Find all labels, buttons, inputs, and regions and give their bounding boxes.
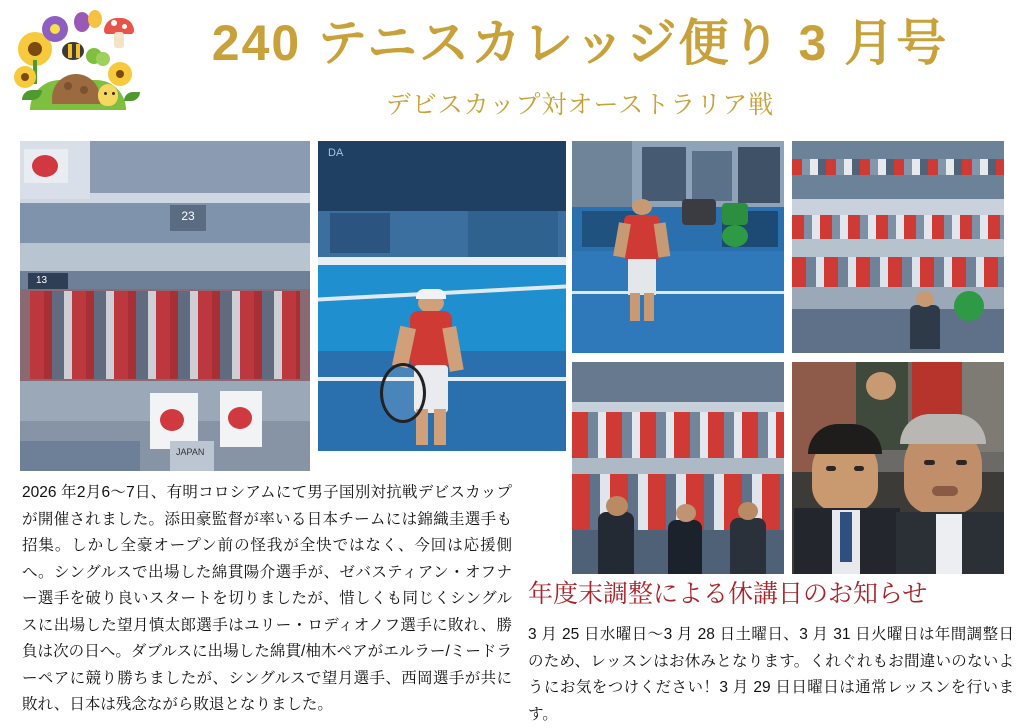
photo-two-men-portrait (792, 362, 1004, 574)
photo-player-serving-court: DA (318, 141, 566, 451)
page-title: 240 テニスカレッジ便り 3 月号 (211, 15, 949, 71)
spring-flowers-illustration (12, 8, 140, 112)
photo-stadium-crowd-japan-flag: 23 13 JAPAN (20, 141, 310, 471)
photo-crowd-stands-cheering (792, 141, 1004, 353)
article-body: 2026 年2月6〜7日、有明コロシアムにて男子国別対抗戦デビスカップが開催されました。添田豪監督が率いる日本チームには錦織圭選手も招集。しかし全豪オープン前の怪我が全快ではなく、今回は応援側へ。シングルスで出場した綿貫陽介選手が、ゼバスティアン・オフナー選手を破り良いスタートを切りましたが、惜しくも同じくシングルスに出場した望月慎太郎選手はユリー・ロディオノフ選手に敗れ、勝負は次の日へ。ダブルスに出場した綿貫/柚木ペアがエルラー/ミードラーペアに競り勝ちましたが、シングルスで望月選手、西岡選手が共に敗れ、日本は残念ながら敗退となりました。 (22, 484, 512, 713)
page-header (0, 0, 1024, 132)
notice-body: 3 月 25 日水曜日〜3 月 28 日土曜日、3 月 31 日火曜日は年間調整日のため、レッスンはお休みとなります。くれぐれもお間違いのないようにお気をつけください！3 月 29 日日曜日は通常レッスンを行います。 (528, 626, 1014, 723)
photo-supporters-red-jackets (572, 362, 784, 574)
photo-player-red-shirt-bench (572, 141, 784, 353)
notice-title: 年度末調整による休講日のお知らせ (528, 580, 928, 608)
page-subtitle: デビスカップ対オーストラリア戦 (385, 91, 775, 119)
